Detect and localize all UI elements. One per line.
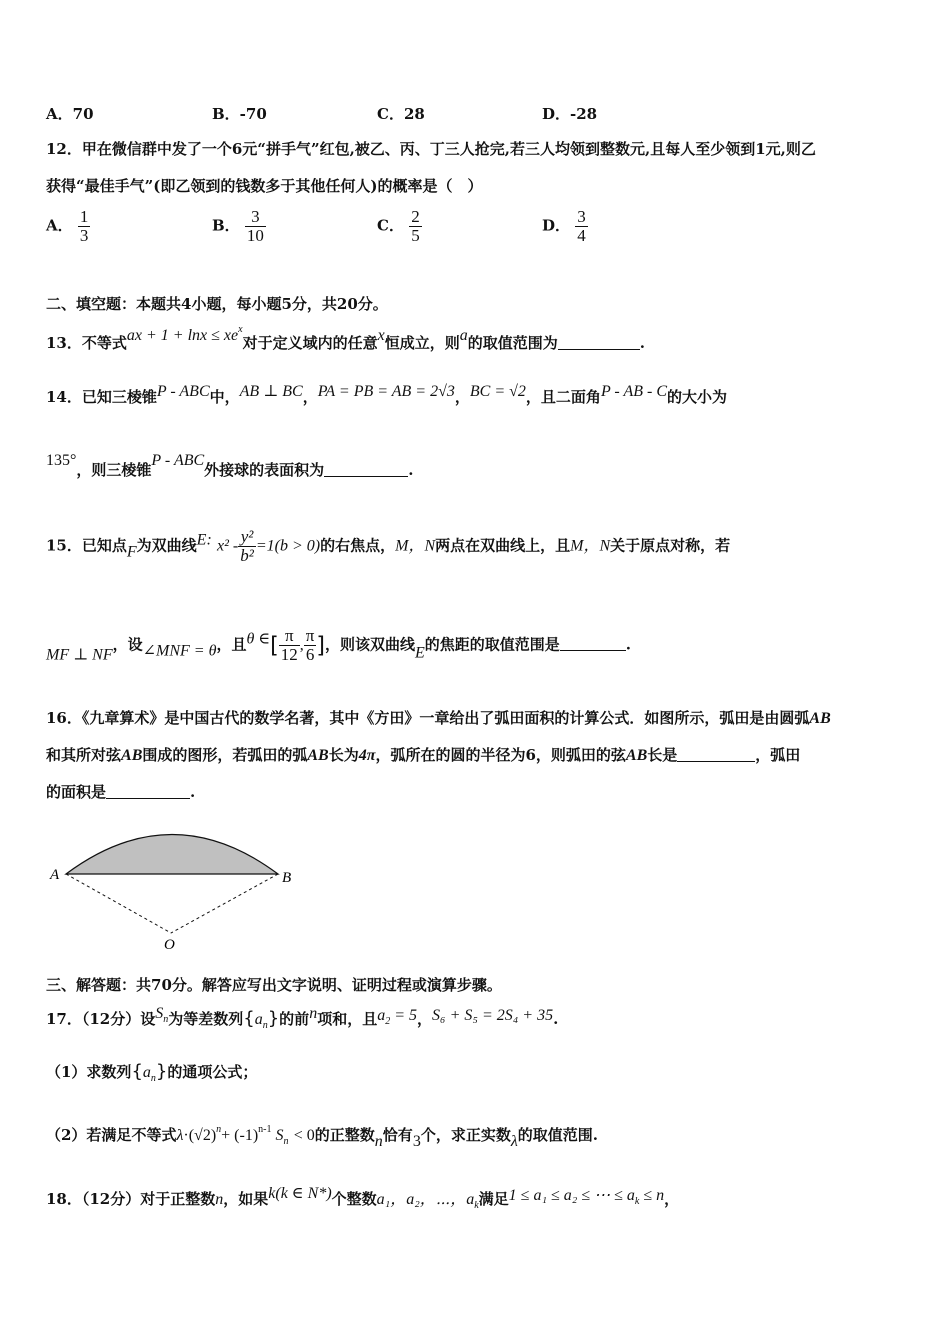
answer-blank[interactable] bbox=[324, 475, 408, 477]
answer-blank[interactable] bbox=[558, 348, 640, 350]
q12-line1: 12．甲在微信群中发了一个6元“拼手气”红包,被乙、丙、丁三人抢完,若三人均领到整数元,且每人至少领到1元,则乙 bbox=[46, 140, 816, 158]
q12-option-d: D． $\frac{3}{4}$ bbox=[542, 207, 586, 245]
section-3-heading: 三、解答题：共70分。解答应写出文字说明、证明过程或演算步骤。 bbox=[46, 976, 502, 994]
q16-line1: 16．《九章算术》是中国古代的数学名著，其中《方田》一章给出了弧田面积的计算公式．如图所示，弧田是由圆弧AB bbox=[46, 709, 831, 727]
arc-segment-shape bbox=[66, 835, 278, 875]
label-a: A bbox=[50, 867, 60, 883]
arc-field-figure bbox=[40, 815, 310, 960]
answer-blank[interactable] bbox=[560, 649, 626, 651]
q15-line1: 15．已知点F为双曲线E: x² - $\frac{\text{y²}}{\text{b²}}$ =1(b > 0)的右焦点，M，N两点在双曲线上，且M，N关于原点对称，若 bbox=[46, 527, 731, 565]
q17-part1: （1）求数列$\{a_n\}$的通项公式； bbox=[46, 1061, 258, 1084]
q14-line2: 135°，则三棱锥P - ABC外接球的表面积为 . bbox=[46, 452, 414, 479]
label-o: O bbox=[164, 937, 175, 953]
q16-line2: 和其所对弦AB围成的图形，若弧田的弧AB长为4π，弧所在的圆的半径为6，则弧田的弦AB长是 ，弧田 bbox=[46, 746, 801, 764]
q12-option-b: B． $\frac{3}{10}$ bbox=[212, 207, 264, 245]
radius-ao bbox=[66, 874, 171, 933]
q12-option-c: C． $\frac{2}{5}$ bbox=[377, 207, 420, 245]
q17-part2: （2）若满足不等式$\lambda\cdot(√2)^n+ (-1)^{n-1}$ $S_n < 0$的正整数n恰有3个，求正实数λ的取值范围. bbox=[46, 1124, 598, 1150]
q11-option-b: B．-70 bbox=[212, 105, 267, 123]
q15-line2: MF ⊥ NF，设∠MNF = θ，且θ ∈[ $\frac{\pi}{12}$ , $\frac{\pi}{6}$ ]，则该双曲线E的焦距的取值范围是 . bbox=[46, 626, 631, 664]
q16-line3: 的面积是 . bbox=[46, 783, 196, 801]
q18-line1: 18．（12分）对于正整数n，如果k(k ∈ N*)个整数a₁，a₂，⋯，$a_k$满足1 ≤ a₁ ≤ a₂ ≤ ⋯ ≤ $a_k \le n$， bbox=[46, 1185, 680, 1211]
label-b: B bbox=[282, 870, 292, 886]
fraction: $\frac{3}{4}$ bbox=[577, 207, 586, 245]
q12-option-a: A． $\frac{1}{3}$ bbox=[46, 207, 89, 245]
q11-option-c: C．28 bbox=[377, 105, 425, 123]
section-2-heading: 二、填空题：本题共4小题，每小题5分，共20分。 bbox=[46, 295, 388, 313]
q11-option-a: A．70 bbox=[46, 105, 94, 123]
answer-blank[interactable] bbox=[677, 760, 755, 762]
q12-line2: 获得“最佳手气”(即乙领到的钱数多于其他任何人)的概率是（ ） bbox=[46, 177, 483, 195]
q14-line1: 14．已知三棱锥P - ABC中，AB ⊥ BC，PA = PB = AB = 2√3，BC = √2，且二面角P - AB - C的大小为 bbox=[46, 383, 728, 406]
q11-option-d: D．-28 bbox=[542, 105, 598, 123]
radius-bo bbox=[171, 874, 278, 933]
fraction: $\frac{1}{3}$ bbox=[79, 207, 89, 245]
answer-blank[interactable] bbox=[106, 797, 190, 799]
fraction: $\frac{3}{10}$ bbox=[246, 207, 264, 245]
q13: 13．不等式ax + $1 + \ln x \le xe^x$对于定义域内的任意x恒成立，则a的取值范围为 . bbox=[46, 324, 645, 352]
q17-line1: 17．（12分）设$S_n$为等差数列$\{a_n\}$的前n项和，且$a_2 = 5$，S₆ + S₅ = 2S₄ + 35. bbox=[46, 1005, 559, 1031]
fraction: $\frac{2}{5}$ bbox=[411, 207, 420, 245]
